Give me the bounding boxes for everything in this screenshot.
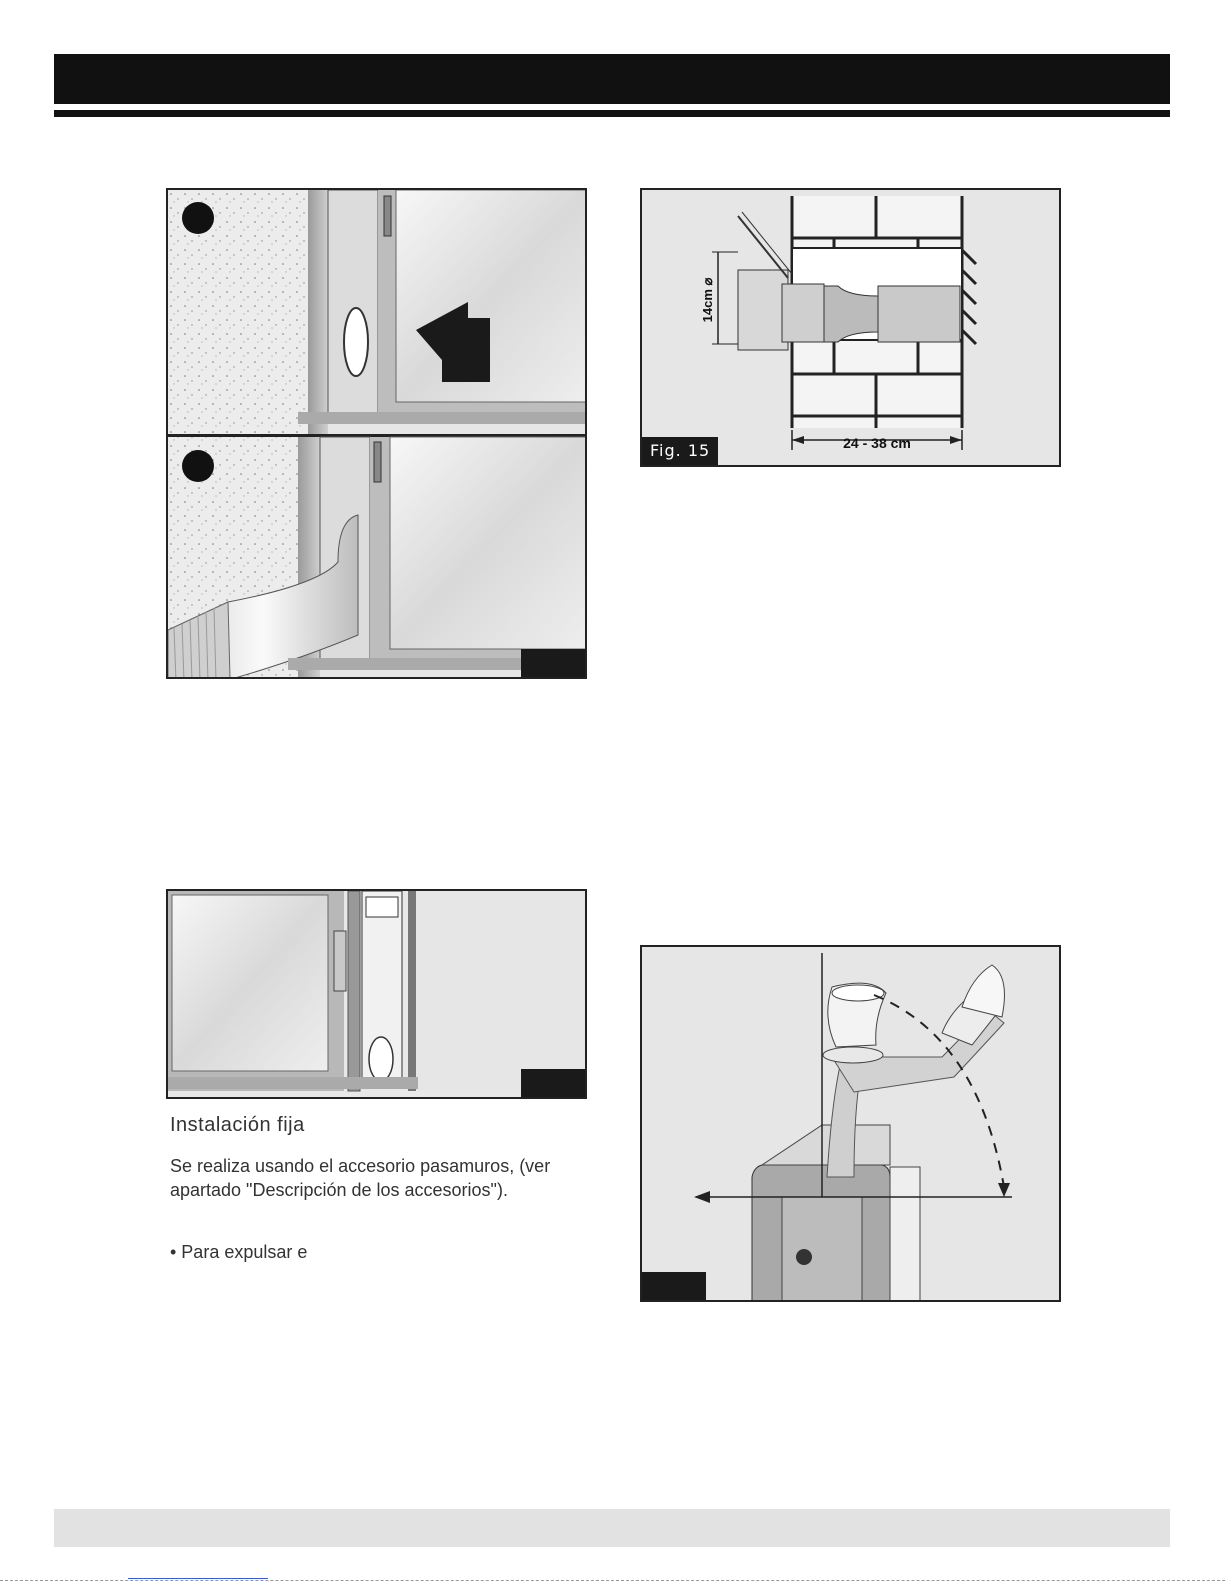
step-1-marker [182,202,214,234]
figure-label: Fig. 15 [642,437,718,465]
header-rule [54,110,1170,117]
window-panel-illustration [168,891,587,1099]
section-paragraph: Se realiza usando el accesorio pasamuros, (ver apartado "Descripción de los accesorios"). [170,1156,551,1200]
brand-logo-icon [796,1249,812,1265]
figure-window-hose [166,188,587,679]
step-2-marker [182,450,214,482]
figure-unit-hose [640,945,1061,1302]
footer-link-underline [128,1578,268,1579]
figure-tag [642,1272,706,1300]
footer-bar [54,1509,1170,1547]
header-bar [54,54,1170,104]
figure-15-wall-duct [640,188,1061,467]
section-heading: Instalación fija [170,1114,305,1136]
section-bullet: • Para expulsar e [170,1242,308,1262]
footer-rule [0,1580,1225,1581]
dimension-width-label: 24 - 38 cm [843,435,911,451]
dimension-diameter-label: 14cm ⌀ [700,277,715,323]
wall-duct-illustration [642,190,1061,467]
window-hose-illustration [168,190,587,679]
figure-window-panel [166,889,587,1099]
unit-hose-illustration [642,947,1061,1302]
figure-tag [521,649,585,677]
figure-tag [521,1069,585,1097]
